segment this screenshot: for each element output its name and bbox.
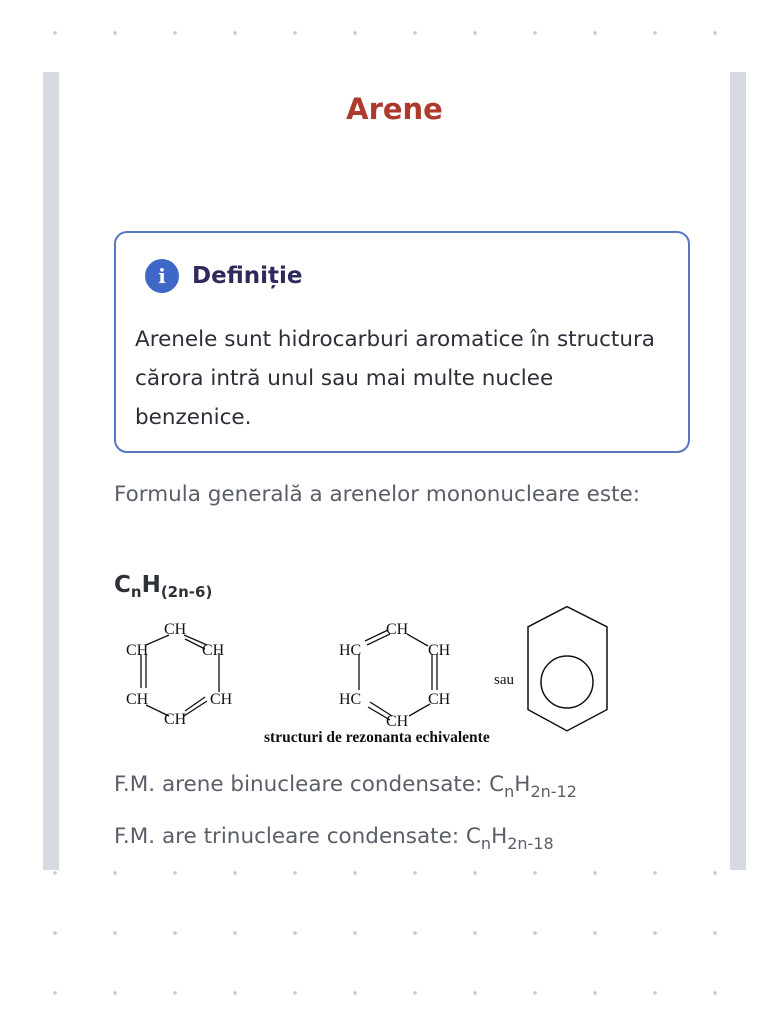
binuclear-c-subscript: n xyxy=(504,782,515,801)
ring-atom-label: CH xyxy=(386,621,409,638)
trinuclear-c: C xyxy=(465,824,481,849)
binuclear-label: F.M. arene binucleare condensate: xyxy=(114,772,490,797)
binuclear-h-subscript: 2n-12 xyxy=(530,782,577,801)
trinuclear-h-subscript: 2n-18 xyxy=(507,834,554,853)
formula-c: C xyxy=(114,572,131,598)
content-frame xyxy=(43,72,746,870)
or-label: sau xyxy=(494,672,514,688)
general-formula-intro: Formula generală a arenelor mononucleare este: xyxy=(114,482,641,507)
trinuclear-formula-line xyxy=(114,824,554,853)
general-formula xyxy=(114,572,212,601)
benzene-ring-icon xyxy=(528,607,607,731)
kekule-structure-right-labels xyxy=(339,621,451,730)
page-title: Arene xyxy=(346,92,443,126)
formula-h: H xyxy=(141,572,161,598)
ring-atom-label: CH xyxy=(428,691,451,708)
info-icon: i xyxy=(145,259,179,293)
definition-header xyxy=(145,259,302,293)
binuclear-c: C xyxy=(489,772,505,797)
ring-atom-label: CH xyxy=(164,711,187,728)
trinuclear-label: F.M. are trinucleare condensate: xyxy=(114,824,466,849)
ring-atom-label: CH xyxy=(428,642,451,659)
definition-text: Arenele sunt hidrocarburi aromatice în structura cărora intră unul sau mai multe nuclee benzenice. xyxy=(135,327,655,430)
binuclear-h: H xyxy=(514,772,531,797)
binuclear-formula-line xyxy=(114,772,577,801)
ring-atom-label: CH xyxy=(386,713,409,730)
ring-atom-label: HC xyxy=(339,642,362,659)
kekule-structure-left-labels xyxy=(126,621,233,728)
definition-title: Definiție xyxy=(192,263,303,289)
formula-h-subscript: (2n-6) xyxy=(160,583,213,601)
ring-atom-label: CH xyxy=(164,621,187,638)
ring-atom-label: CH xyxy=(126,642,149,659)
ring-atom-label: CH xyxy=(126,691,149,708)
definition-card xyxy=(114,231,690,453)
ring-atom-label: CH xyxy=(210,691,233,708)
ring-atom-label: HC xyxy=(339,691,362,708)
formula-c-subscript: n xyxy=(130,583,142,601)
trinuclear-h: H xyxy=(491,824,508,849)
ring-atom-label: CH xyxy=(202,642,225,659)
trinuclear-c-subscript: n xyxy=(480,834,492,853)
benzene-structures-figure xyxy=(114,612,634,747)
kekule-structure-right xyxy=(359,630,437,720)
resonance-caption: structuri de rezonanta echivalente xyxy=(264,729,490,746)
